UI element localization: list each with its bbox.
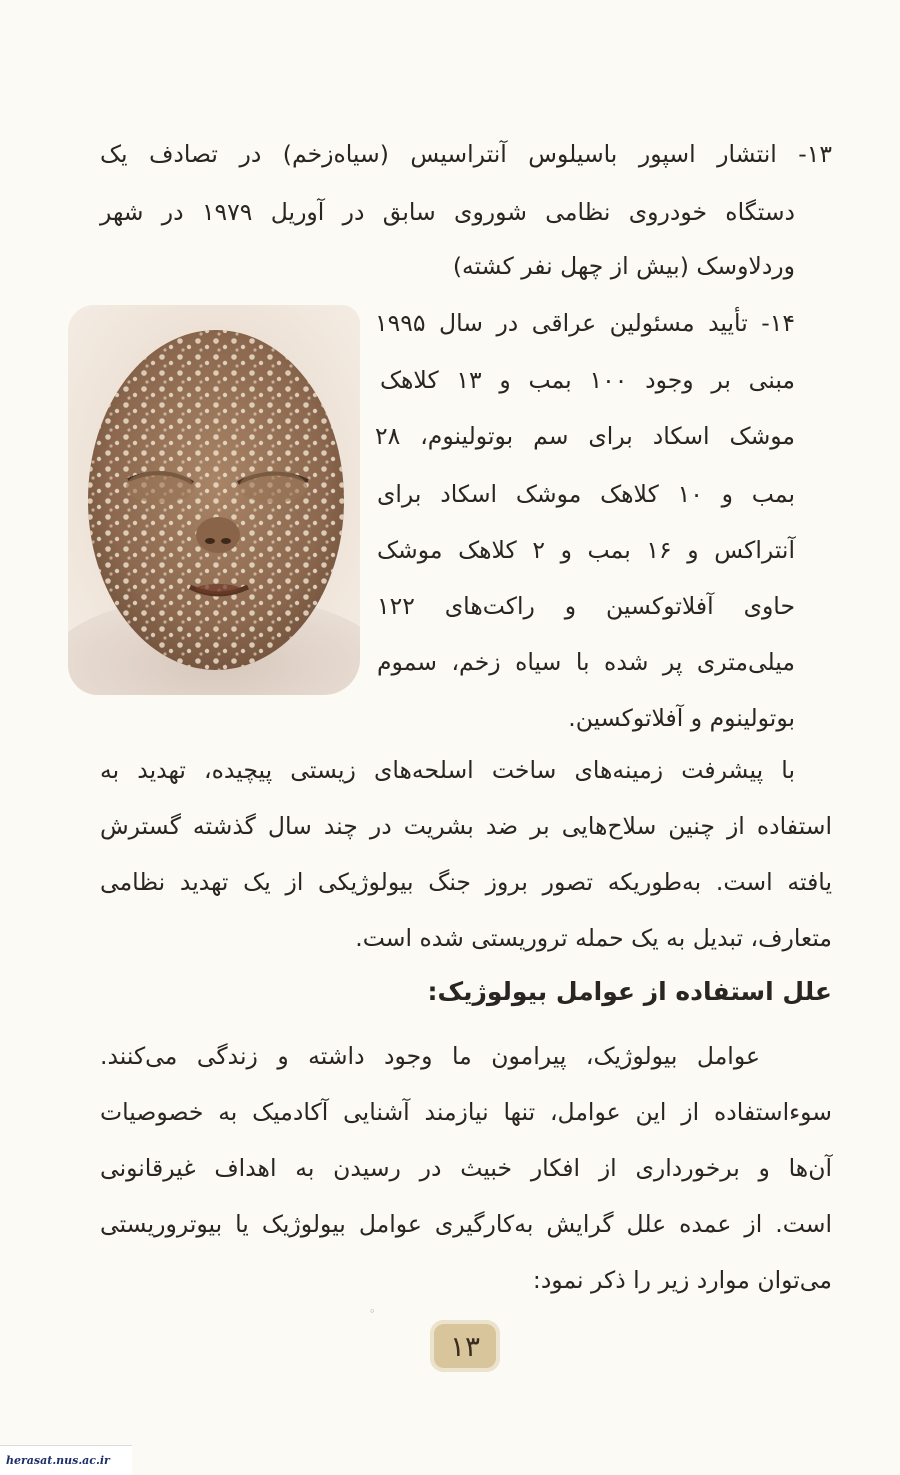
item-14-line-6: حاوی آفلاتوکسین و راکت‌های ۱۲۲ (377, 592, 795, 620)
item-14-line-1: ۱۴- تأیید مسئولین عراقی در سال ۱۹۹۵ (375, 309, 795, 337)
paragraph-2-line-5: می‌توان موارد زیر را ذکر نمود: (532, 1266, 832, 1294)
section-heading: علل استفاده از عوامل بیولوژیک: (427, 977, 832, 1006)
site-watermark (0, 1445, 132, 1475)
paragraph-2-line-4: است. از عمده علل گرایش به‌کارگیری عوامل بیولوژیک یا بیوتروریستی (100, 1210, 832, 1238)
item-14-line-4: بمب و ۱۰ کلاهک موشک اسکاد برای (377, 480, 795, 508)
item-14-line-5: آنتراکس و ۱۶ بمب و ۲ کلاهک موشک (377, 536, 795, 564)
item-13-line-2: دستگاه خودروی نظامی شوروی سابق در آوریل ۱۹۷۹ در شهر (100, 198, 795, 226)
paragraph-2-line-1: عوامل بیولوژیک، پیرامون ما وجود داشته و زندگی می‌کنند. (100, 1042, 760, 1070)
page-speck: ◦ (369, 1305, 376, 1318)
paragraph-1-line-1: با پیشرفت زمینه‌های ساخت اسلحه‌های زیستی پیچیده، تهدید به (100, 756, 795, 784)
smallpox-child-photo (68, 305, 360, 695)
item-14-line-8: بوتولینوم و آفلاتوکسین. (568, 704, 795, 732)
page-number: ۱۳ (449, 1329, 481, 1363)
paragraph-1-line-4: متعارف، تبدیل به یک حمله تروریستی شده است. (355, 924, 832, 952)
paragraph-2-line-3: آن‌ها و برخورداری از افکار خبیث در رسیدن به اهداف غیرقانونی (100, 1154, 832, 1182)
item-13-line-3: وردلاوسک (بیش از چهل نفر کشته) (452, 252, 795, 280)
item-14-line-7: میلی‌متری پر شده با سیاه زخم، سموم (377, 648, 795, 676)
paragraph-1-line-2: استفاده از چنین سلاح‌هایی بر ضد بشریت در چند سال گذشته گسترش (100, 812, 832, 840)
item-14-line-3: موشک اسکاد برای سم بوتولینوم، ۲۸ (375, 422, 795, 450)
page-number-badge (430, 1320, 500, 1372)
item-14-line-2: مبنی بر وجود ۱۰۰ بمب و ۱۳ کلاهک (380, 366, 795, 394)
watermark-text: herasat.nus.ac.ir (6, 1454, 110, 1467)
paragraph-1-line-3: یافته است. به‌طوریکه تصور بروز جنگ بیولوژیکی از یک تهدید نظامی (100, 868, 832, 896)
item-13-line-1: ۱۳- انتشار اسپور باسیلوس آنتراسیس (سیاه‌زخم) در تصادف یک (100, 140, 832, 168)
paragraph-2-line-2: سوءاستفاده از این عوامل، تنها نیازمند آشنایی آکادمیک به خصوصیات (100, 1098, 832, 1126)
